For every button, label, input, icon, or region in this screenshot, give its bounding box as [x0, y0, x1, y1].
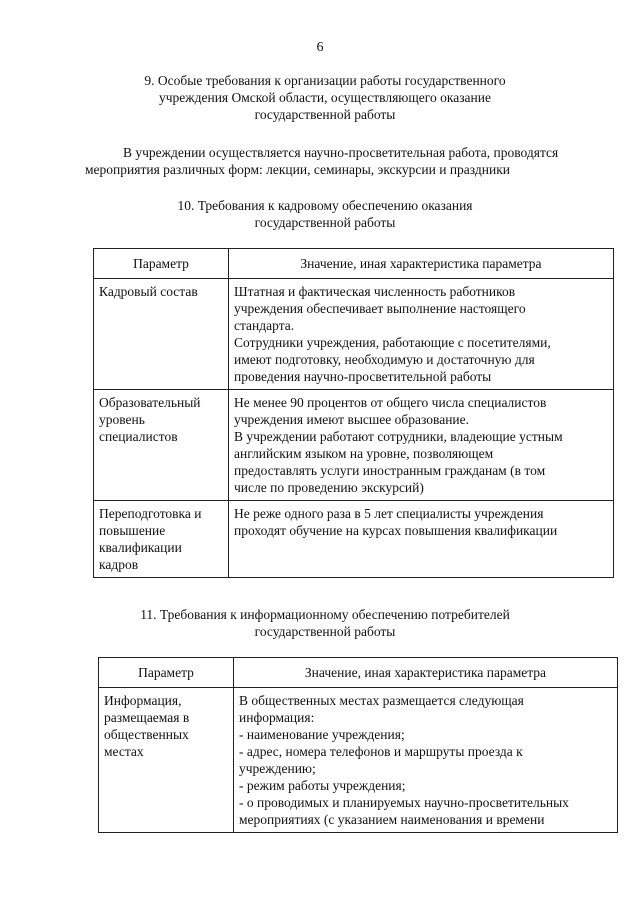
cell-line: Образовательный [99, 395, 201, 410]
cell-line: В общественных местах размещается следующая [239, 693, 524, 708]
paragraph-line: В учреждении осуществляется научно-просветительная работа, проводятся [123, 145, 559, 160]
cell-line: информация: [239, 710, 315, 725]
cell-line: Не реже одного раза в 5 лет специалисты учреждения [234, 506, 544, 521]
value-cell [229, 279, 614, 390]
cell-line: проходят обучение на курсах повышения квалификации [234, 523, 558, 538]
heading-line: государственной работы [254, 107, 396, 122]
heading-line: 10. Требования к кадровому обеспечению оказания [177, 198, 473, 213]
cell-line: - о проводимых и планируемых научно-просветительных [239, 795, 569, 810]
value-cell [234, 688, 618, 833]
paragraph-line: мероприятия различных форм: лекции, семинары, экскурсии и праздники [85, 162, 510, 177]
cell-line: числе по проведению экскурсий) [234, 480, 424, 495]
cell-line: - режим работы учреждения; [239, 778, 406, 793]
column-header-value: Значение, иная характеристика параметра [229, 249, 614, 279]
cell-line: размещаемая в [104, 710, 190, 725]
value-cell [229, 501, 614, 578]
cell-line: Кадровый состав [99, 284, 198, 299]
parameter-cell [99, 688, 234, 833]
cell-line: Сотрудники учреждения, работающие с посетителями, [234, 335, 551, 350]
column-header-parameter: Параметр [99, 658, 234, 688]
cell-line: повышение [99, 523, 166, 538]
section-9-paragraph [85, 144, 620, 178]
section-9-heading [120, 72, 530, 123]
heading-line: государственной работы [254, 215, 396, 230]
table-row [94, 390, 614, 501]
heading-line: 11. Требования к информационному обеспечению потребителей [140, 607, 510, 622]
column-header-value: Значение, иная характеристика параметра [234, 658, 618, 688]
table-header-row [94, 249, 614, 279]
cell-line: В учреждении работают сотрудники, владеющие устным [234, 429, 563, 444]
cell-line: общественных [104, 727, 189, 742]
cell-line: уровень [99, 412, 145, 427]
cell-line: Информация, [104, 693, 182, 708]
cell-line: специалистов [99, 429, 178, 444]
heading-line: учреждения Омской области, осуществляющего оказание [159, 90, 491, 105]
table-row [94, 279, 614, 390]
section-11-heading [120, 606, 530, 640]
parameter-cell [94, 501, 229, 578]
cell-line: мероприятиях (с указанием наименования и времени [239, 812, 545, 827]
value-cell [229, 390, 614, 501]
cell-line: Переподготовка и [99, 506, 202, 521]
cell-line: - адрес, номера телефонов и маршруты проезда к [239, 744, 523, 759]
cell-line: стандарта. [234, 318, 295, 333]
section-10-heading [120, 197, 530, 231]
heading-line: государственной работы [254, 624, 396, 639]
staffing-requirements-table [93, 248, 614, 578]
cell-line: имеют подготовку, необходимую и достаточную для [234, 352, 535, 367]
cell-line: кадров [99, 557, 139, 572]
cell-line: местах [104, 744, 144, 759]
table-header-row [99, 658, 618, 688]
table-row [99, 688, 618, 833]
column-header-parameter: Параметр [94, 249, 229, 279]
page-number: 6 [316, 40, 324, 55]
parameter-cell [94, 279, 229, 390]
cell-line: - наименование учреждения; [239, 727, 405, 742]
cell-line: Штатная и фактическая численность работников [234, 284, 516, 299]
cell-line: предоставлять услуги иностранным гражданам (в том [234, 463, 546, 478]
information-requirements-table [98, 657, 618, 833]
cell-line: английским языком на уровне, позволяющем [234, 446, 494, 461]
parameter-cell [94, 390, 229, 501]
cell-line: проведения научно-просветительной работы [234, 369, 492, 384]
cell-line: квалификации [99, 540, 182, 555]
cell-line: Не менее 90 процентов от общего числа специалистов [234, 395, 547, 410]
cell-line: учреждения имеют высшее образование. [234, 412, 470, 427]
heading-line: 9. Особые требования к организации работы государственного [144, 73, 506, 88]
cell-line: учреждению; [239, 761, 316, 776]
cell-line: учреждения обеспечивает выполнение настоящего [234, 301, 526, 316]
table-row [94, 501, 614, 578]
